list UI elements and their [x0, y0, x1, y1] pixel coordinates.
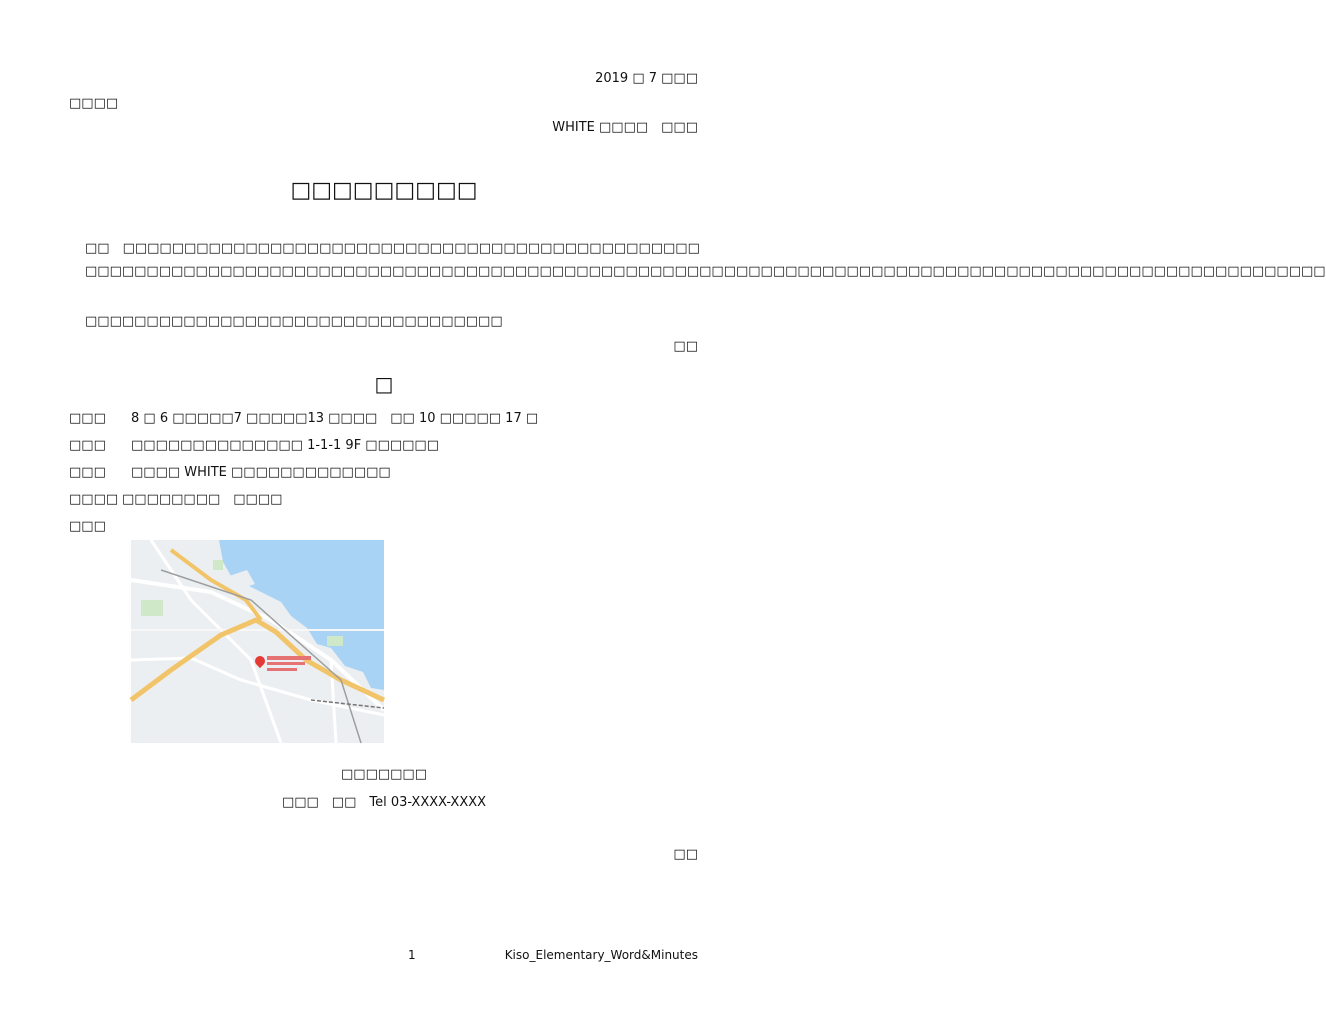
detail-value-venue: □□□□ WHITE □□□□□□□□□□□□□: [131, 465, 391, 480]
keigu: □□: [673, 339, 698, 354]
sender: WHITE □□□□ □□□: [552, 120, 698, 135]
recipient: □□□□: [69, 96, 119, 111]
detail-label-venue: □□□: [69, 465, 106, 480]
page-number: 1: [408, 948, 416, 962]
greeting-line: □□ □□□□□□□□□□□□□□□□□□□□□□□□□□□□□□□□□□□□□□□□□□□□□□□: [85, 241, 700, 256]
contact-org: □□□□□□□: [341, 767, 427, 782]
detail-value-place: □□□□□□□□□□□□□□ 1-1-1 9F □□□□□□: [131, 438, 439, 453]
detail-label-date: □□□: [69, 411, 106, 426]
detail-label-map: □□□: [69, 519, 106, 534]
ijo: □□: [673, 847, 698, 862]
detail-label-attire: □□□□: [69, 492, 119, 507]
document-date: 2019 □ 7 □□□: [595, 71, 698, 86]
location-map: [131, 540, 384, 743]
contact-person: □□□ □□ Tel 03-XXXX-XXXX: [281, 795, 487, 810]
document-name: Kiso_Elementary_Word&Minutes: [504, 948, 698, 962]
detail-value-date: 8 □ 6 □□□□□7 □□□□□13 □□□□ □□ 10 □□□□□ 17 □: [131, 411, 539, 426]
body-paragraph: □□□□□□□□□□□□□□□□□□□□□□□□□□□□□□□□□□□□□□□□□□□□□□□□□□□□□□□□□□□□□□□□□□□□□□□□□□□□□□□□□□□□□□□□□□□□□□□□□□□□□: [85, 264, 1326, 279]
document-title: □□□□□□□□□: [290, 178, 478, 203]
detail-value-attire: □□□□□□□□ □□□□: [122, 492, 283, 507]
ki-heading: □: [374, 372, 394, 396]
detail-label-place: □□□: [69, 438, 106, 453]
closing-line: □□□□□□□□□□□□□□□□□□□□□□□□□□□□□□□□□□: [85, 314, 503, 329]
